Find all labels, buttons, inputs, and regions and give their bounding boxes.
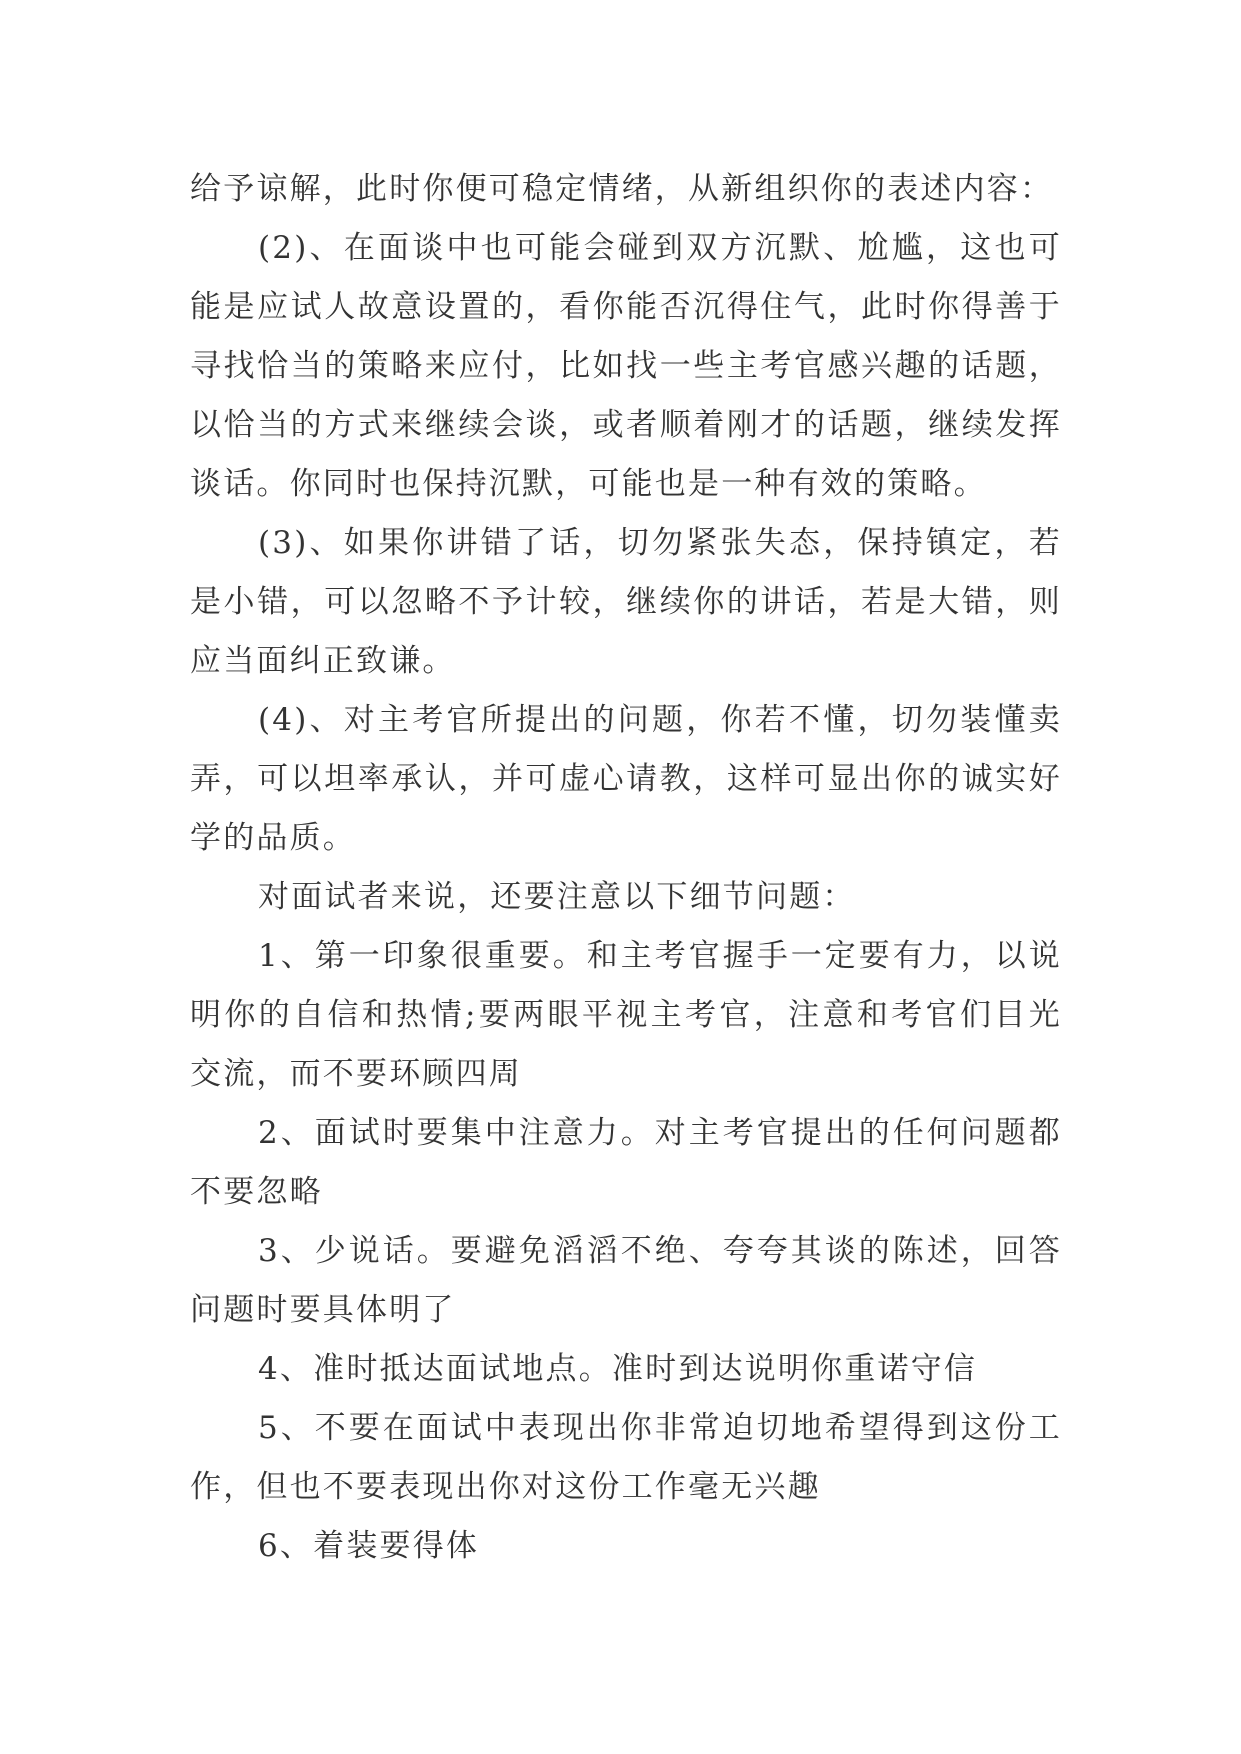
paragraph-detail-2: 2、面试时要集中注意力。对主考官提出的任何问题都不要忽略 [190, 1115, 1062, 1210]
paragraph-detail-5: 5、不要在面试中表现出你非常迫切地希望得到这份工作，但也不要表现出你对这份工作毫无兴趣 [190, 1410, 1062, 1505]
paragraph-detail-4: 4、准时抵达面试地点。准时到达说明你重诺守信 [258, 1351, 978, 1387]
paragraph-item-4: (4)、对主考官所提出的问题，你若不懂，切勿装懂卖弄，可以坦率承认，并可虚心请教，这样可显出你的诚实好学的品质。 [190, 702, 1062, 856]
paragraph-item-3: (3)、如果你讲错了话，切勿紧张失态，保持镇定，若是小错，可以忽略不予计较，继续你的讲话，若是大错，则应当面纠正致谦。 [190, 525, 1062, 679]
paragraph-item-2: (2)、在面谈中也可能会碰到双方沉默、尬尴，这也可能是应试人故意设置的，看你能否沉得住气，此时你得善于寻找恰当的策略来应付，比如找一些主考官感兴趣的话题，以恰当的方式来继续会谈，或者顺着刚才的话题，继续发挥谈话。你同时也保持沉默，可能也是一种有效的策略。 [190, 230, 1062, 502]
paragraph-detail-3: 3、少说话。要避免滔滔不绝、夸夸其谈的陈述，回答问题时要具体明了 [190, 1233, 1062, 1328]
paragraph-detail-1: 1、第一印象很重要。和主考官握手一定要有力，以说明你的自信和热情;要两眼平视主考官，注意和考官们目光交流，而不要环顾四周 [190, 938, 1062, 1092]
document-body [190, 160, 1062, 1576]
paragraph-detail-6: 6、着装要得体 [258, 1528, 480, 1564]
paragraph-continuation: 给予谅解，此时你便可稳定情绪，从新组织你的表述内容： [190, 171, 1054, 207]
paragraph-intro-details: 对面试者来说，还要注意以下细节问题： [258, 879, 856, 915]
